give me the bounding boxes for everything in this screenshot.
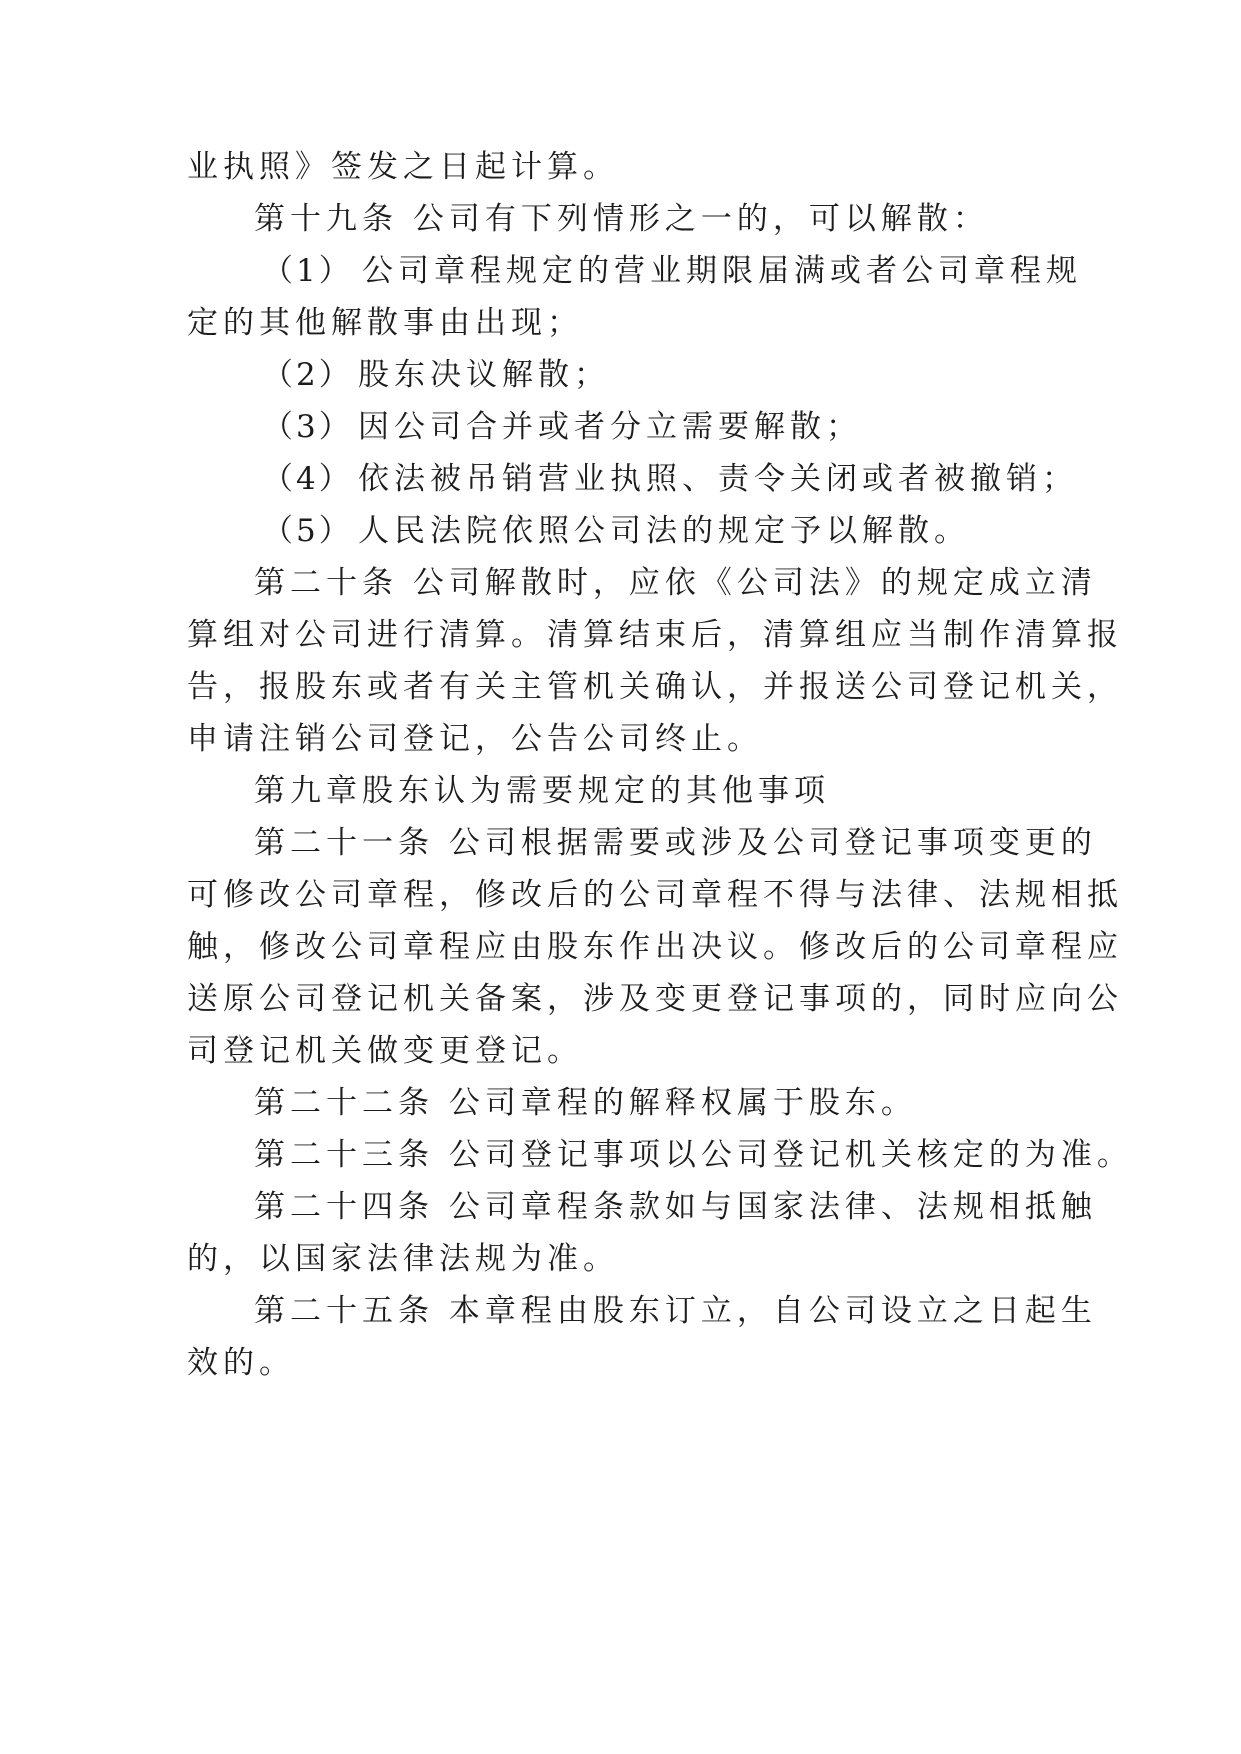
list-item-3 — [262, 407, 1142, 447]
list-item-4 — [262, 459, 1142, 499]
list-item-2 — [262, 355, 1142, 395]
item-text: 公司章程规定的营业期限届满或者公司章程规 — [362, 253, 1082, 289]
item-text: 股东决议解散； — [358, 357, 610, 393]
text-line: 的，以国家法律法规为准。 — [187, 1241, 619, 1277]
chapter-9-heading: 第九章股东认为需要规定的其他事项 — [254, 773, 830, 809]
article-23-heading: 第二十三条 公司登记事项以公司登记机关核定的为准。 — [254, 1137, 1133, 1173]
text-line: 可修改公司章程，修改后的公司章程不得与法律、法规相抵 — [187, 877, 1123, 913]
item-number: （2） — [262, 357, 353, 393]
article-19-heading: 第十九条 公司有下列情形之一的，可以解散： — [254, 201, 989, 237]
text-line: 司登记机关做变更登记。 — [187, 1033, 583, 1069]
text-line: 告，报股东或者有关主管机关确认，并报送公司登记机关， — [187, 669, 1123, 705]
text-line: 效的。 — [187, 1345, 295, 1381]
article-25-heading: 第二十五条 本章程由股东订立，自公司设立之日起生 — [254, 1293, 1097, 1329]
item-number: （1） — [262, 253, 353, 289]
article-20-heading: 第二十条 公司解散时，应依《公司法》的规定成立清 — [254, 565, 1097, 601]
item-number: （3） — [262, 409, 353, 445]
text-line: 业执照》签发之日起计算。 — [187, 149, 619, 185]
list-item-5 — [262, 511, 1142, 551]
item-text: 人民法院依照公司法的规定予以解散。 — [358, 513, 970, 549]
text-line: 算组对公司进行清算。清算结束后，清算组应当制作清算报 — [187, 617, 1123, 653]
article-22-heading: 第二十二条 公司章程的解释权属于股东。 — [254, 1085, 917, 1121]
item-number: （5） — [262, 513, 353, 549]
article-21-heading: 第二十一条 公司根据需要或涉及公司登记事项变更的 — [254, 825, 1097, 861]
item-number: （4） — [262, 461, 353, 497]
item-text: 依法被吊销营业执照、责令关闭或者被撤销； — [358, 461, 1078, 497]
list-item-1 — [262, 251, 1142, 291]
article-24-heading: 第二十四条 公司章程条款如与国家法律、法规相抵触 — [254, 1189, 1097, 1225]
text-line: 送原公司登记机关备案，涉及变更登记事项的，同时应向公 — [187, 981, 1123, 1017]
item-text: 因公司合并或者分立需要解散； — [358, 409, 862, 445]
text-line: 触，修改公司章程应由股东作出决议。修改后的公司章程应 — [187, 929, 1123, 965]
text-line: 申请注销公司登记，公告公司终止。 — [187, 721, 763, 757]
text-line: 定的其他解散事由出现； — [187, 305, 583, 341]
